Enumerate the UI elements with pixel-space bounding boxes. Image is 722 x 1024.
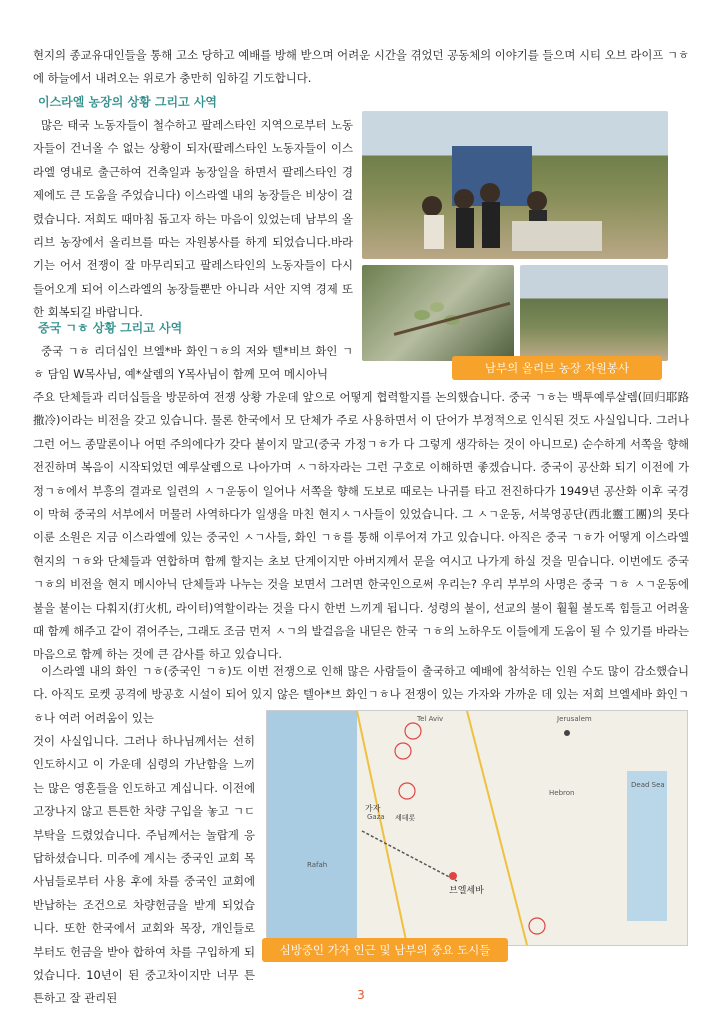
map-label-tel-aviv: Tel Aviv [417, 715, 444, 723]
map-label-sderot: 세데롯 [395, 814, 416, 822]
olive-grove-photo [520, 265, 668, 361]
map-label-beersheba: 브엘세바 [449, 886, 484, 896]
section1-heading: 이스라엘 농장의 상황 그리고 사역 [38, 95, 218, 109]
olive-farm-group-image [362, 111, 668, 259]
map-label-jerusalem: Jerusalem [557, 715, 592, 723]
intro-paragraph: 현지의 종교유대인들을 통해 고소 당하고 예배를 방해 받으며 어려운 시간을 겪었던 공동체의 이야기를 들으며 시티 오브 라이프 ㄱㅎ에 하늘에서 내려오는 위로가 충만히 임하길 기도합니다. [33, 48, 689, 86]
map-graphic [267, 711, 687, 945]
dead-sea [627, 771, 667, 921]
olive-branch-photo [362, 265, 514, 361]
photo-caption: 남부의 올리브 농장 자원봉사 [452, 356, 662, 380]
section2-body: 주요 단체들과 리더십들을 방문하여 전쟁 상황 가운데 앞으로 어떻게 협력할지를 논의했습니다. 중국 ㄱㅎ는 백투예루살렘(回归耶路撒冷)이라는 비전을 갖고 있습니다. 물론 한국에서 모 단체가 주로 사용하면서 이 단어가 부정적으로 인식된 것도 사실입니다. 그러나 그런 어느 종말론이나 어떤 주의에다가 갖다 붙이지 말고(중국 가정ㄱㅎ가 다 그렇게 생각하는 것이 아니므로) 순수하게 서쪽을 향해 전진하며 복음이 시작되었던 예루살렘으로 나아가며 ㅅㄱ하자라는 그런 구호로 이해하면 좋겠습니다. 중국이 공산화 되기 이전에 가정ㄱㅎ에서 부흥의 결과로 일련의 ㅅㄱ운동이 일어나 서쪽을 향해 도보로 때로는 나귀를 타고 전진하다가 1949년 공산화 이후 국경이 막혀 중국의 서부에서 머물러 사역하다가 일생을 마친 현지ㅅㄱ사들이 있었습니다. 그 ㅅㄱ운동, 서북영공단(西北靈工團)의 못다 이룬 소원은 지금 이스라엘에 있는 중국인 ㅅㄱ사들, 화인 ㄱㅎ를 통해 이루어져 가고 있습니다. 아직은 중국 ㄱㅎ가 어떻게 이스라엘 현지의 ㄱㅎ와 단체들과 연합하며 함께 할지는 초보 단계이지만 아버지께서 문을 여시고 나가게 하실 것을 믿습니다. 이번에도 중국 ㄱㅎ의 비전을 현지 메시아닉 단체들과 나누는 것을 보면서 그러면 한국인으로써 우리는? 우리 부부의 사명은 중국 ㄱㅎ ㅅㄱ운동에 불을 붙이는 다훠지(打火机, 라이터)역할이라는 것을 다시 한번 느끼게 됩니다. 성령의 불이, 선교의 불이 훨훨 불도록 힘들고 어려울 때 함께 해주고 같이 겪어주는, 그래도 조금 먼저 ㅅㄱ의 발걸음을 내딛은 한국 ㄱㅎ의 노하우도 이들에게 도움이 될 수 있기를 바라는 마음으로 함께 하는 것에 큰 감사를 하고 있습니다. [33, 390, 689, 662]
section1-body: 많은 태국 노동자들이 철수하고 팔레스타인 지역으로부터 노동자들이 건너올 수 없는 상황이 되자(팔레스타인 노동자들이 이스라엘 영내로 출근하여 건축일과 농장일을 하면서 팔레스타인 경제에도 큰 도움을 주었습니다) 이스라엘 내의 농장들은 비상이 걸렸습니다. 저희도 때마침 돕고자 하는 마음이 있었는데 남부의 올리브 농장에서 올리브를 따는 자원봉사를 하게 되었습니다.바라기는 어서 전쟁이 잘 마무리되고 팔레스타인의 노동자들이 다시 들어오게 되어 이스라엘의 농장들뿐만 아니라 서안 지역 경제 또한 회복되길 바랍니다. [33, 118, 353, 320]
map-label-dead-sea: Dead Sea [631, 781, 665, 789]
map-label-gaza: Gaza [367, 813, 385, 821]
page-number: 3 [357, 988, 365, 1002]
map-caption: 심방중인 가자 인근 및 남부의 중요 도시들 [262, 938, 508, 962]
mediterranean-sea [267, 711, 357, 945]
olive-branch-image [362, 265, 514, 361]
section2-body3: 것이 사실입니다. 그러나 하나님께서는 선히 인도하시고 이 가운데 심령의 가난함을 느끼는 많은 영혼들을 인도하고 계십니다. 이전에 고장나지 않고 튼튼한 차량 구입을 놓고 ㄱㄷ부탁을 드렸었습니다. 주님께서는 놀랍게 응답하셨습니다. 미주에 계시는 중국인 교회 목사님들로부터 사용 후에 차를 중국인 교회에 반납하는 조건으로 차량헌금을 받게 되었습니다. 또한 한국에서 교회와 목장, 개인들로부터도 헌금을 받아 합하여 차를 구입하게 되었습니다. 10년이 된 중고차이지만 너무 튼튼하고 잘 관리된 [33, 734, 255, 1006]
section2-heading: 중국 ㄱㅎ 상황 그리고 사역 [38, 321, 183, 335]
section2-intro-lines: 중국 ㄱㅎ 리더십인 브엘*바 화인ㄱㅎ의 저와 텔*비브 화인 ㄱㅎ 담임 W목사님, 예*살렘의 Y목사님이 함께 모여 메시아닉 [33, 344, 353, 382]
southern-israel-map [266, 710, 688, 946]
section2-body2: 이스라엘 내의 화인 ㄱㅎ(중국인 ㄱㅎ)도 이번 전쟁으로 인해 많은 사람들이 출국하고 예배에 참석하는 인원 수도 많이 감소했습니다. 아직도 로켓 공격에 방공호 시설이 되어 있지 않은 텔아*브 화인ㄱㅎ나 전쟁이 있는 가자와 가까운 데 있는 저희 브엘세바 화인ㄱㅎ나 여러 어려움이 있는 [33, 664, 689, 725]
map-label-gaza-ko: 가자 [365, 804, 381, 813]
map-label-hebron: Hebron [549, 789, 575, 797]
map-label-rafah: Rafah [307, 861, 328, 869]
olive-farm-group-photo [362, 111, 668, 259]
